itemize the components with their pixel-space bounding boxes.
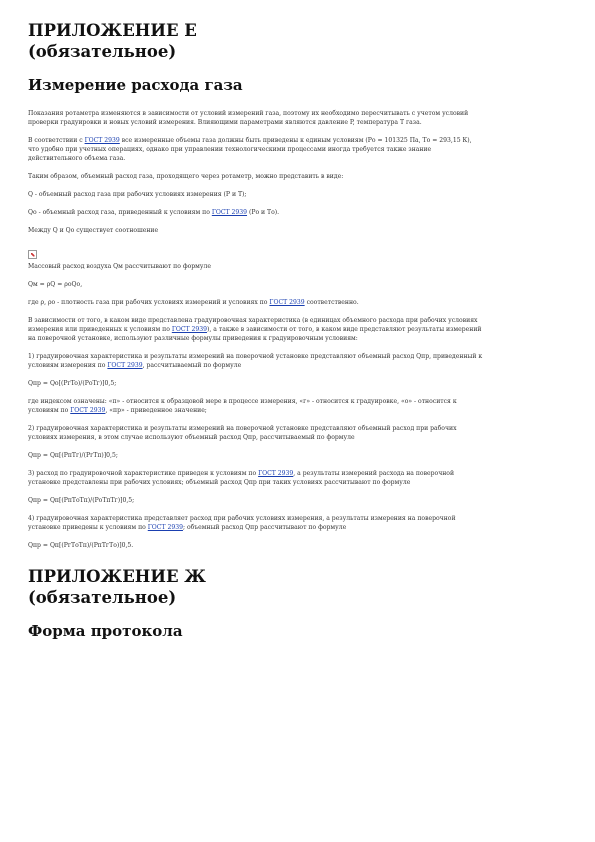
paragraph-13: 3) расход по градуировочной характеристике приведен к условиям по ГОСТ 2939, а результаты измерений расхода на поверочной установке представлены при рабочих условиях; объемный расход Qпр при таких условиях рассчитывают по формуле: [28, 470, 455, 486]
gost-link[interactable]: ГОСТ 2939: [84, 137, 120, 144]
paragraph-4: Q - объемный расход газа при рабочих условиях измерения (P и T);: [28, 191, 247, 198]
appendix-e-heading: Измерение расхода газа: [28, 76, 243, 94]
paragraph-9: В зависимости от того, в каком виде представлена градуировочная характеристика (в единицах объемного расхода при рабочих условиях измерения или приведенных к условиям по ГОСТ 2939), а также в зависимости от того, в каком виде представляют результаты измерений на поверочной установке, используют различные формулы приведения к градуировочным условиям:: [28, 317, 482, 342]
formula-1: Qм = ρQ = ρоQо,: [28, 281, 83, 288]
formula-3: Qпр = Qп[(PпTг)/(PгTп)]0,5;: [28, 452, 118, 459]
paragraph-6: Между Q и Qо существует соотношение: [28, 227, 159, 234]
gost-link[interactable]: ГОСТ 2939: [258, 470, 294, 477]
paragraph-2: В соответствии с ГОСТ 2939 все измеренные объемы газа должны быть приведены к единым условиям (Pо = 101325 Па, Tо = 293,15 К), что удобно при учетных операциях, однако при управлении технологическими процессами иногда требуется также знание действительного объема газа.: [28, 137, 472, 162]
formula-4: Qпр = Qп[(PпTоTп)/(PоTпTг)]0,5;: [28, 497, 135, 504]
gost-link[interactable]: ГОСТ 2939: [211, 209, 248, 216]
gost-link[interactable]: ГОСТ 2939: [147, 524, 183, 531]
appendix-e-title: ПРИЛОЖЕНИЕ Е: [28, 21, 197, 40]
paragraph-10: 1) градуировочная характеристика и результаты измерений на поверочной установке представляют объемный расход Qпр, приведенный к условиям измерения по ГОСТ 2939, рассчитываемый по формуле: [28, 353, 483, 369]
gost-link[interactable]: ГОСТ 2939: [269, 299, 305, 306]
gost-link[interactable]: ГОСТ 2939: [70, 407, 106, 414]
paragraph-14: 4) градуировочная характеристика представляет расход при рабочих условиях измерения, а результаты измерения на поверочной установке приведены к условиям по ГОСТ 2939; объемный расход Qпр рассчитывают по формуле: [28, 515, 456, 531]
paragraph-8: где ρ, ρо - плотность газа при рабочих условиях измерений и условиях по ГОСТ 2939 соответственно.: [28, 299, 359, 306]
document-page: [28, 20, 576, 641]
appendix-zh-heading: Форма протокола: [28, 622, 183, 640]
paragraph-11: где индексом означены: «п» - относится к образцовой мере в процессе измерения, «г» - относится к градуировке, «о» - относится к условиям по ГОСТ 2939, «пр» - приведенное значение;: [28, 398, 457, 414]
appendix-e-subtitle: (обязательное): [28, 42, 177, 61]
paragraph-5: Qо - объемный расход газа, приведенный к условиям по ГОСТ 2939 (Pо и Tо).: [28, 209, 280, 216]
gost-link[interactable]: ГОСТ 2939: [171, 326, 208, 333]
paragraph-3: Таким образом, объемный расход газа, проходящего через ротаметр, можно представить в виде:: [28, 173, 344, 180]
formula-image: [28, 244, 576, 254]
appendix-zh-subtitle: (обязательное): [28, 588, 177, 607]
gost-link[interactable]: ГОСТ 2939: [107, 362, 143, 369]
broken-image-icon: [28, 250, 37, 259]
formula-5: Qпр = Qп[(PгTоTп)/(PпTгTо)]0,5.: [28, 542, 134, 549]
paragraph-1: Показания ротаметра изменяются в зависимости от условий измерений газа, поэтому их необходимо пересчитывать с учетом условий проверки градуировки и новых условий измерения. Влияющими параметрами являются давление P, температура T газа.: [28, 110, 469, 126]
formula-2: Qпр = Qо[(PгTo)/(PоTг)]0,5;: [28, 380, 117, 387]
paragraph-12: 2) градуировочная характеристика и результаты измерений на поверочной установке представляют объемный расход при рабочих условиях измерения, в этом случае используют объемный расход Qпр, рассчитываемый по формуле: [28, 425, 457, 441]
appendix-zh-title: ПРИЛОЖЕНИЕ Ж: [28, 567, 206, 586]
paragraph-7: Массовый расход воздуха Qм рассчитывают по формуле: [28, 263, 211, 270]
